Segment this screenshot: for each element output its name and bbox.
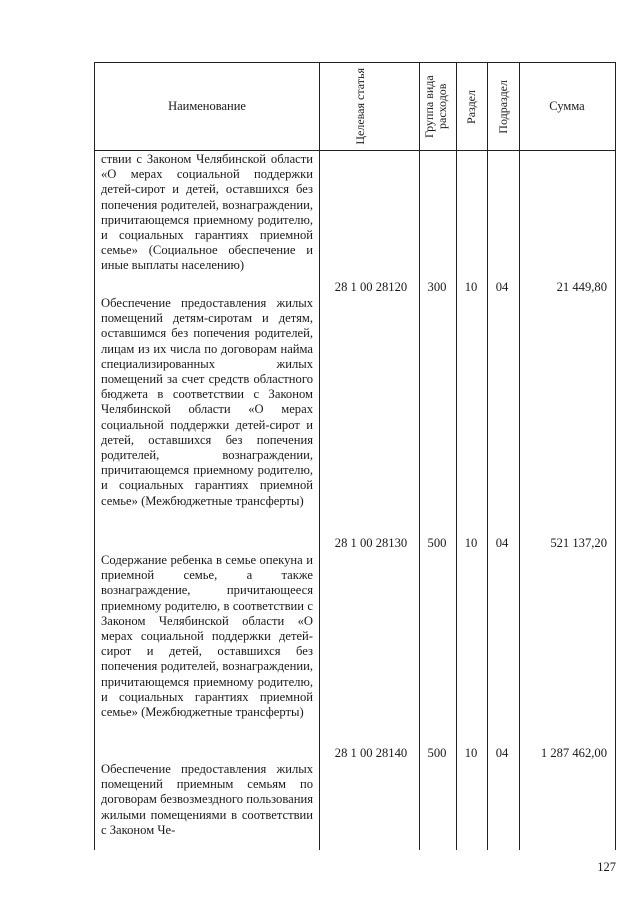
table-row-name: ствии с Законом Челябинской области «О мерах социальной поддержки детей-сирот и детей, оставшихся без попечения родителей, вознаграждении, причитающемся приемному родителю, и социальных гарантиях приемной семье» (Социальное обеспечение и иные выплаты населению) [101,152,313,273]
header-name-cell [95,63,319,150]
column-divider [319,63,320,850]
table-row-name: Обеспечение предоставления жилых помещений приемным семьям по договорам безвозмездного пользования жилыми помещениями в соответствии с Законом Че- [101,762,313,837]
header-section: Раздел [464,89,478,124]
column-divider [519,63,520,850]
column-divider [419,63,420,850]
amount-value: 1 287 462,00 [540,746,607,760]
table-row-name: Обеспечение предоставления жилых помещений детям-сиротам и детям, оставшимся без попечения родителей, лицам из их числа по договорам найма специализированных жилых помещений за счет средств областного бюджета в соответствии с Законом Челябинской области «О мерах социальной поддержки детей-сирот и детей, оставшихся без попечения родителей, вознаграждении, причитающемся приемному родителю, и социальных гарантиях приемной семье» (Межбюджетные трансферты) [101,296,313,508]
header-section-cell [456,63,487,150]
section-code: 10 [464,746,478,760]
table-row-name: Содержание ребенка в семье опекуна и приемной семье, а также вознаграждение, причитающееся приемному родителю, в соответствии с Законом Челябинской области «О мерах социальной поддержки детей-сирот и детей, оставшихся без попечения родителей, вознаграждении, причитающемся приемному родителю, и социальных гарантиях приемной семье» (Межбюджетные трансферты) [101,553,313,720]
amount-value: 21 449,80 [556,280,607,294]
column-divider [487,63,488,850]
budget-table [94,62,616,850]
column-divider [456,63,457,850]
table-row-values [95,535,615,551]
table-row-values [95,279,615,295]
header-subsection-cell [487,63,519,150]
subsection-code: 04 [495,280,509,294]
header-subsection: Подраздел [495,79,510,134]
subsection-code: 04 [495,746,509,760]
section-code: 10 [464,536,478,550]
amount-value: 521 137,20 [550,536,607,550]
table-row-values [95,745,615,761]
subsection-code: 04 [495,536,509,550]
page-number: 127 [597,860,616,874]
target-code: 28 1 00 28130 [334,536,408,550]
expense-group: 500 [427,536,447,550]
header-amount-cell [519,63,615,150]
header-target: Целевая статья [353,68,367,145]
header-amount: Сумма [549,99,585,113]
target-code: 28 1 00 28140 [334,746,408,760]
expense-group: 500 [427,746,447,760]
table-header [95,63,615,151]
expense-group: 300 [427,280,447,294]
header-group-cell [419,63,456,150]
section-code: 10 [464,280,478,294]
header-target-cell [319,63,419,150]
header-expense-group: Группа вида расходов [421,75,449,138]
target-code: 28 1 00 28120 [334,280,408,294]
header-name: Наименование [168,99,246,113]
